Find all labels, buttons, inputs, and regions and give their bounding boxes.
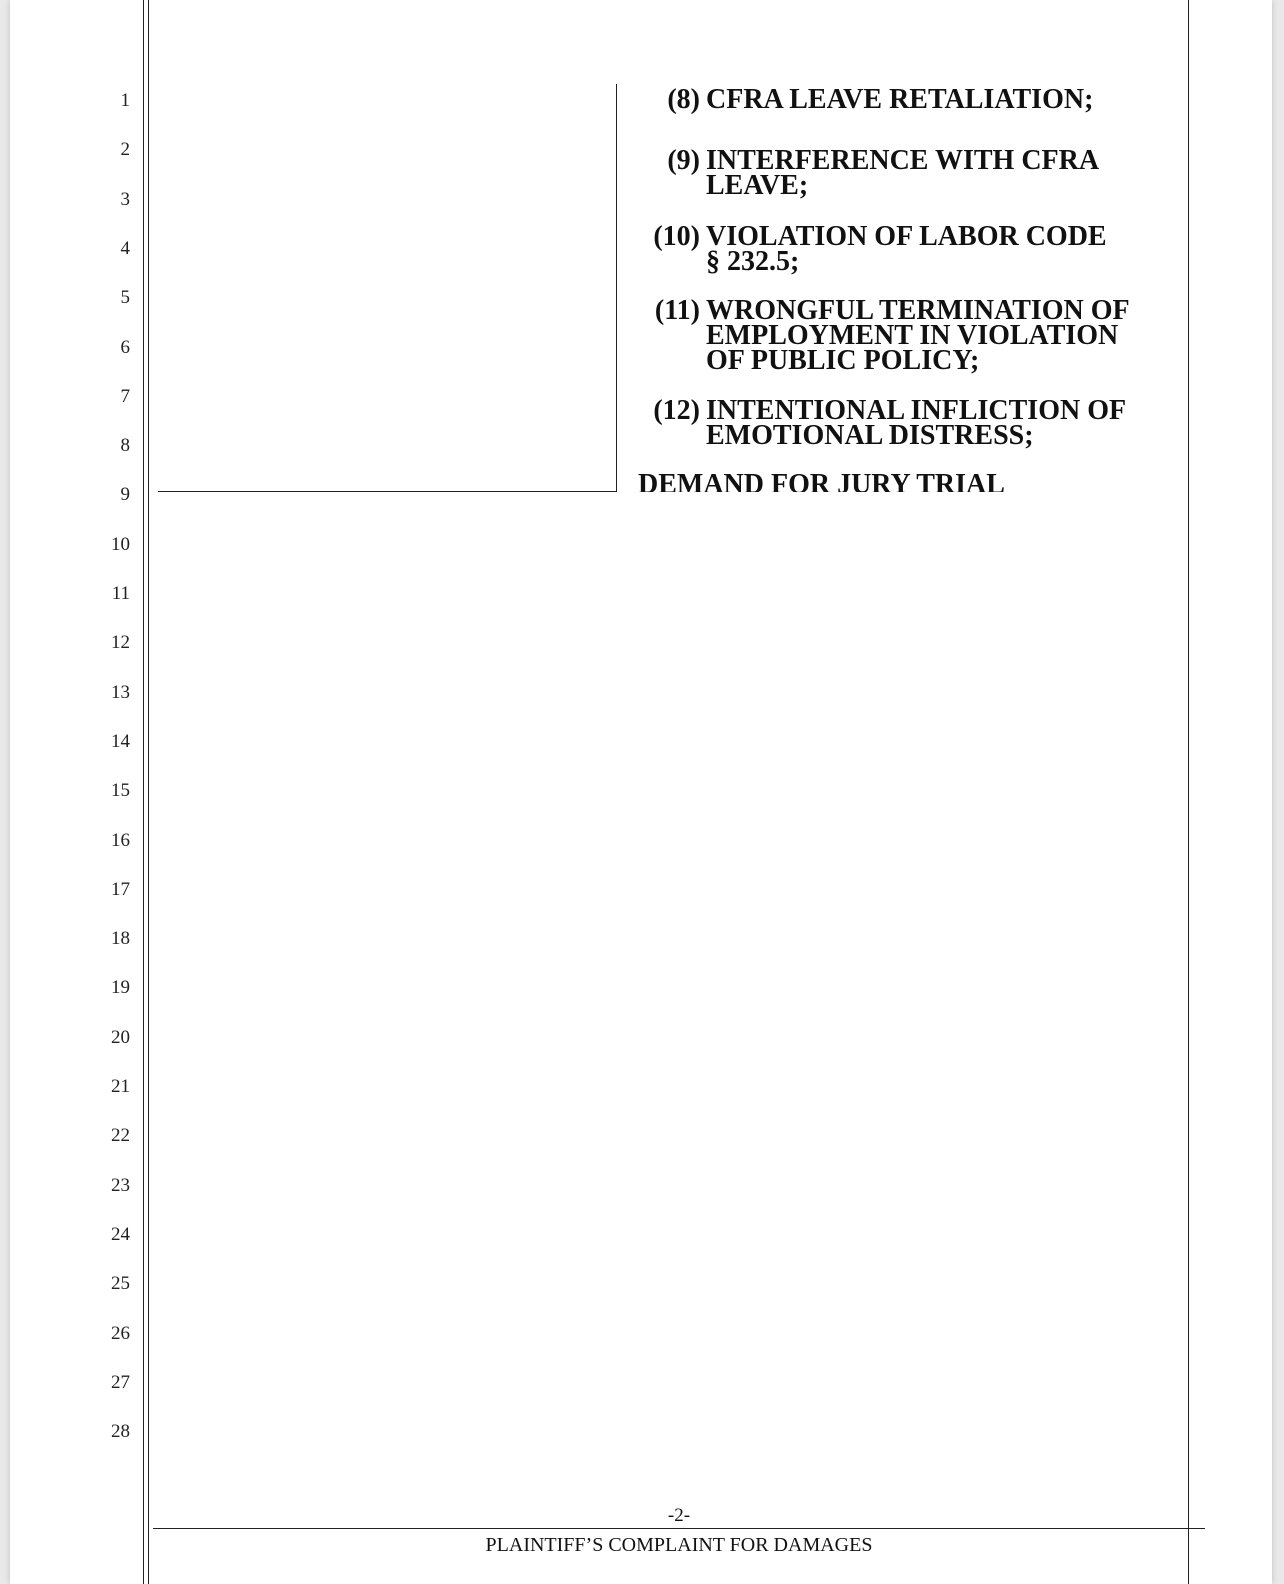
line-number: 6 [120,336,130,358]
line-number: 4 [120,237,130,259]
cause-of-action [642,295,1202,376]
caption-box-vertical-rule [616,84,617,492]
cause-of-action [642,145,1202,201]
line-number: 17 [111,878,130,900]
cause-of-action [642,84,1202,115]
line-number: 16 [111,829,130,851]
cause-number: (12) [653,395,700,426]
line-number: 9 [120,484,130,506]
left-margin-rule-outer [143,0,144,1584]
line-number: 12 [111,632,130,654]
line-number: 25 [111,1273,130,1295]
cause-number: (9) [667,145,700,176]
line-number: 18 [111,928,130,950]
line-number: 28 [111,1421,130,1443]
caption-box-bottom-rule [158,491,617,492]
cause-title-line: WRONGFUL TERMINATION OF [706,295,1130,326]
left-margin-rule-inner [148,0,149,1584]
cause-title-line: OF PUBLIC POLICY; [706,345,980,376]
cause-title-line: EMOTIONAL DISTRESS; [706,420,1034,451]
jury-demand: DEMAND FOR JURY TRIAL [638,470,1005,492]
line-number: 1 [120,90,130,111]
cause-title-line: § 232.5; [706,246,800,277]
line-number: 13 [111,681,130,703]
footer-rule [153,1528,1205,1529]
line-number: 8 [120,435,130,457]
line-number: 10 [111,533,130,555]
line-number: 27 [111,1371,130,1393]
line-number: 24 [111,1223,130,1245]
pleading-page [10,0,1272,1584]
line-number: 26 [111,1322,130,1344]
line-number: 14 [111,730,130,752]
line-number: 11 [111,583,130,604]
cause-number: (8) [667,84,700,115]
cause-number: (10) [653,221,700,252]
page-number: -2- [667,1505,691,1526]
line-number: 5 [120,287,130,309]
cause-title-line: CFRA LEAVE RETALIATION; [706,84,1094,115]
line-number: 7 [120,385,130,407]
line-number: 3 [120,188,130,210]
line-number: 21 [111,1076,130,1097]
line-number: 22 [111,1125,130,1147]
cause-title-line: LEAVE; [706,170,809,201]
cause-number: (11) [654,295,700,326]
cause-of-action [642,221,1202,277]
line-number: 23 [111,1174,130,1196]
cause-title-line: EMPLOYMENT IN VIOLATION [706,320,1119,351]
cause-title-line: INTENTIONAL INFLICTION OF [706,395,1127,426]
cause-title-line: VIOLATION OF LABOR CODE [706,221,1107,252]
line-number: 20 [111,1026,130,1048]
line-number: 2 [120,139,130,161]
footer-title: PLAINTIFF’S COMPLAINT FOR DAMAGES [485,1534,873,1556]
line-number: 15 [111,780,130,802]
cause-of-action [642,395,1202,451]
line-number: 19 [111,977,130,999]
cause-title-line: INTERFERENCE WITH CFRA [706,145,1100,176]
